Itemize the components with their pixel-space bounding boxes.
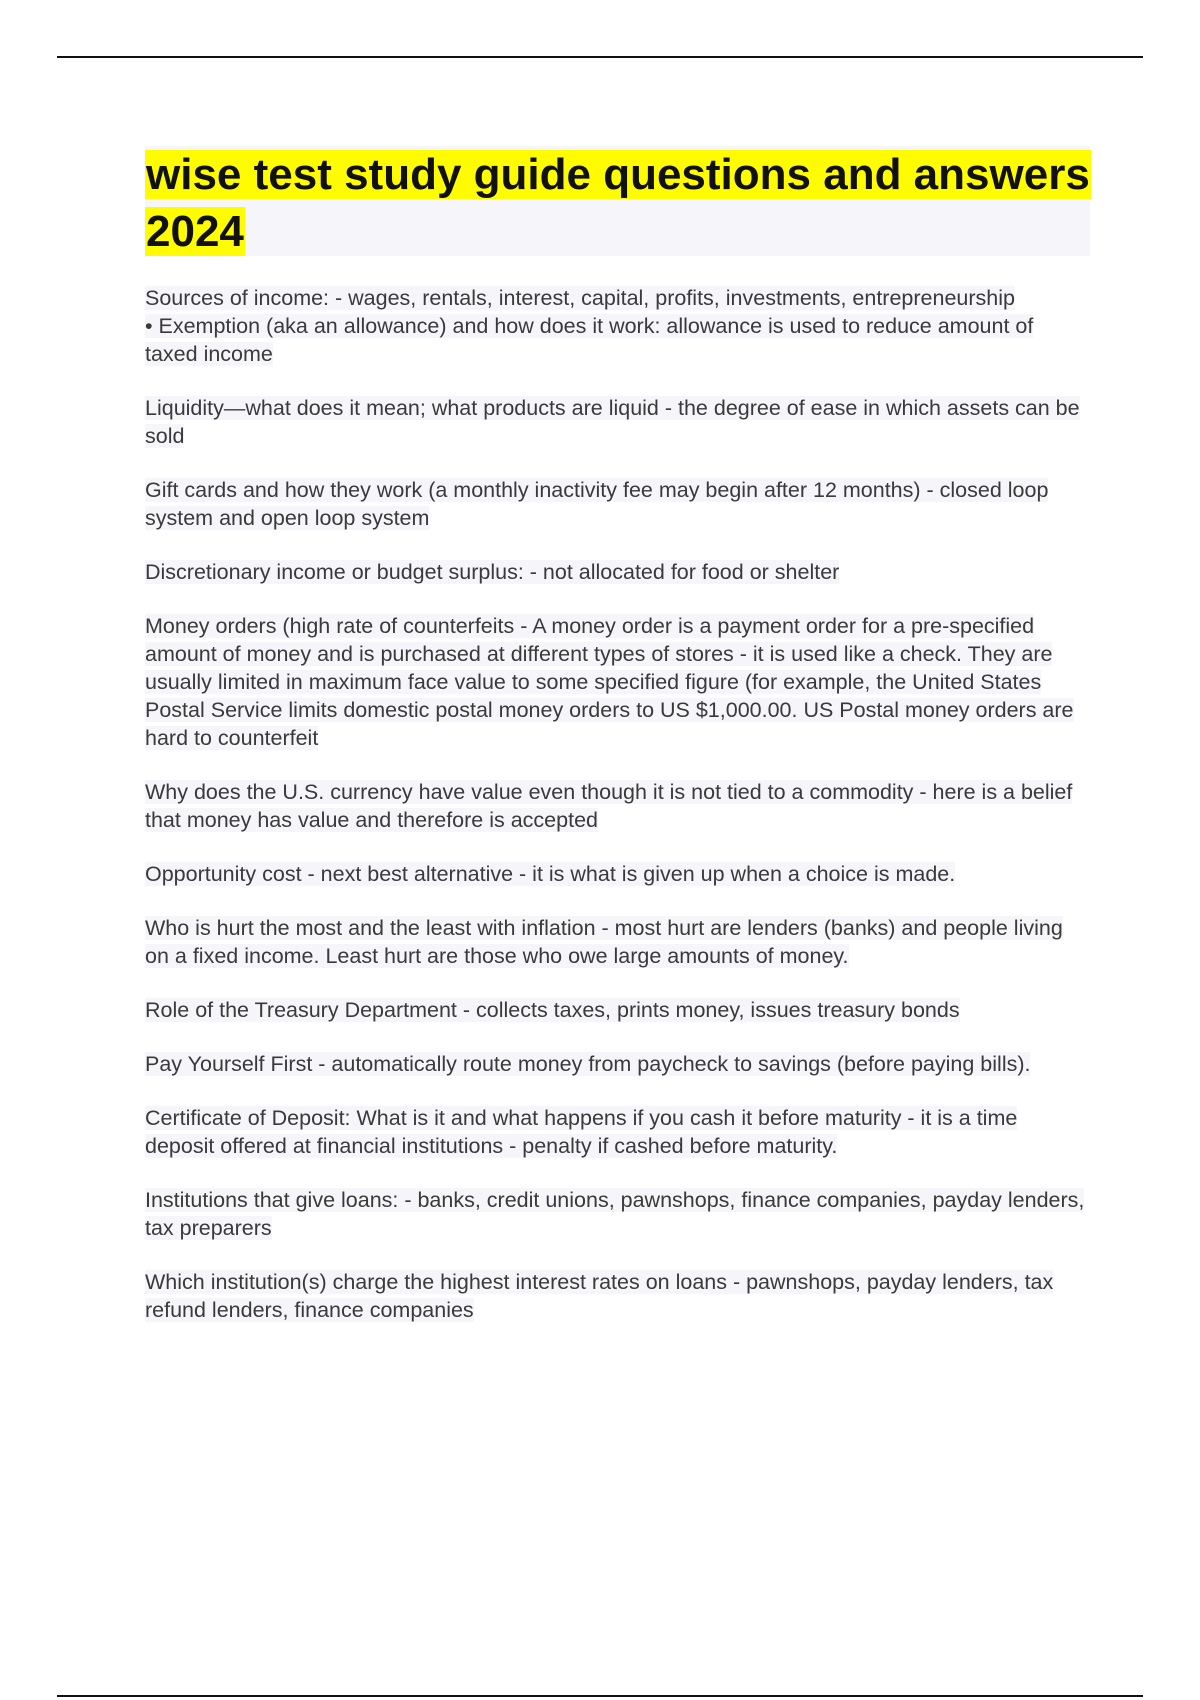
paragraph-text: Which institution(s) charge the highest interest rates on loans - pawnshops, payday lenders, tax refund lenders, finance companies: [145, 1270, 1054, 1322]
paragraph-highest-rates: [145, 1268, 1090, 1324]
paragraph-discretionary-income: [145, 558, 1090, 586]
paragraph-money-orders: [145, 612, 1090, 752]
top-rule: [57, 56, 1143, 58]
paragraph-pay-yourself-first: [145, 1050, 1090, 1078]
paragraph-liquidity: [145, 394, 1090, 450]
title-highlight: wise test study guide questions and answers 2024: [146, 150, 1090, 256]
paragraph-income: [145, 284, 1090, 368]
paragraph-text: Who is hurt the most and the least with inflation - most hurt are lenders (banks) and people living on a fixed income. Least hurt are those who owe large amounts of money.: [145, 916, 1063, 968]
paragraph-text: Pay Yourself First - automatically route money from paycheck to savings (before paying bills).: [145, 1052, 1031, 1076]
paragraph-text: Sources of income: - wages, rentals, interest, capital, profits, investments, entrepreneurship • Exemption (aka an allowance) and how does it work: allowance is used to reduce amount of taxed income: [145, 286, 1034, 366]
paragraph-text: Why does the U.S. currency have value even though it is not tied to a commodity - here is a belief that money has value and therefore is accepted: [145, 780, 1073, 832]
paragraph-text: Opportunity cost - next best alternative - it is what is given up when a choice is made.: [145, 862, 956, 886]
paragraph-text: Discretionary income or budget surplus: - not allocated for food or shelter: [145, 560, 840, 584]
paragraph-gift-cards: [145, 476, 1090, 532]
paragraph-text: Liquidity—what does it mean; what products are liquid - the degree of ease in which assets can be sold: [145, 396, 1080, 448]
document-body: [145, 284, 1090, 1350]
paragraph-loan-institutions: [145, 1186, 1090, 1242]
paragraph-text: Institutions that give loans: - banks, credit unions, pawnshops, finance companies, payday lenders, tax preparers: [145, 1188, 1085, 1240]
paragraph-inflation: [145, 914, 1090, 970]
document-title: [145, 146, 1090, 260]
paragraph-opportunity-cost: [145, 860, 1090, 888]
paragraph-text: Gift cards and how they work (a monthly inactivity fee may begin after 12 months) - closed loop system and open loop system: [145, 478, 1049, 530]
paragraph-certificate-of-deposit: [145, 1104, 1090, 1160]
title-block: [145, 146, 1090, 256]
paragraph-text: Role of the Treasury Department - collects taxes, prints money, issues treasury bonds: [145, 998, 960, 1022]
paragraph-text: Certificate of Deposit: What is it and what happens if you cash it before maturity - it is a time deposit offered at financial institutions - penalty if cashed before maturity.: [145, 1106, 1018, 1158]
paragraph-treasury: [145, 996, 1090, 1024]
bottom-rule: [57, 1695, 1143, 1697]
paragraph-text: Money orders (high rate of counterfeits - A money order is a payment order for a pre-specified amount of money and is purchased at different types of stores - it is used like a check. They are usually limited in maximum face value to some specified figure (for example, the United States Postal Service limits domestic postal money orders to US $1,000.00. US Postal money orders are hard to counterfeit: [145, 614, 1074, 750]
paragraph-currency-value: [145, 778, 1090, 834]
